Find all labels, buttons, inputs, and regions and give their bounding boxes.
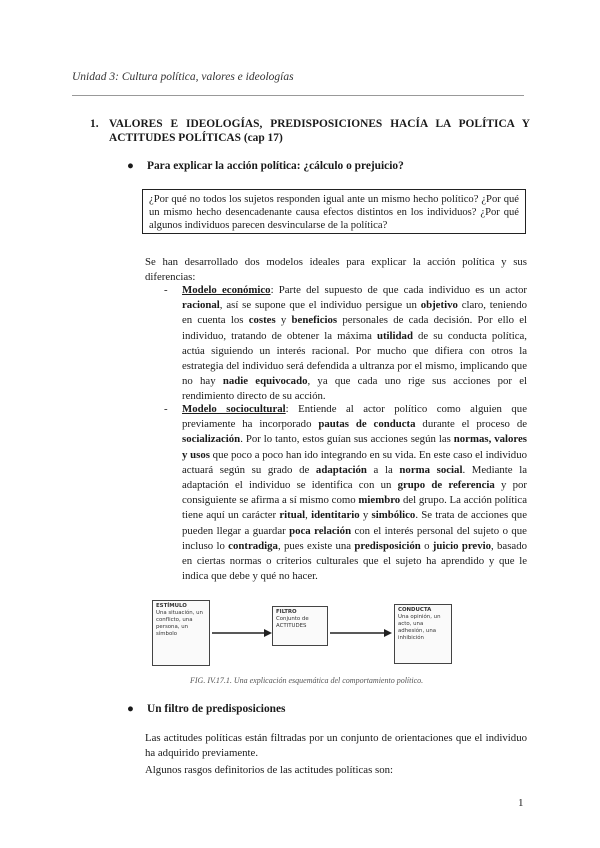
list-item-economic-model: - Modelo económico: Parte del supuesto de que cada individuo es un actor racional, así se supone que el individuo persigue un objetivo claro, teniendo en cuenta los costes y beneficios personales de cada decisión. Por ello el individuo, tratando de obtener la máxima utilidad de su conducta política, actúa siguiendo un interés racional. Por mucho que difiera con otros la estrategia del individuo será defendida a ultranza por el mismo, implicando que no hay nadie equivocado, ya que cada uno rige sus acciones por el rendimiento directo de su acción. [164, 284, 528, 403]
behavior-diagram [152, 600, 457, 668]
section-number: 1. [90, 118, 99, 130]
diagram-box-conduct: CONDUCTA Una opinión, un acto, una adhesión, una inhibición [394, 604, 452, 664]
diagram-box-stimulus: ESTÍMULO Una situación, un conflicto, una persona, un símbolo [152, 600, 210, 666]
bullet-label: Para explicar la acción política: ¿cálculo o prejuicio? [147, 160, 404, 172]
section-title: VALORES E IDEOLOGÍAS, PREDISPOSICIONES HACÍA LA POLÍTICA Y ACTITUDES POLÍTICAS (cap 17) [109, 118, 530, 144]
intro-paragraph: Se han desarrollado dos modelos ideales para explicar la acción política y sus diferencias: [145, 256, 527, 284]
term: Modelo sociocultural [182, 403, 286, 415]
arrow-icon [212, 628, 272, 638]
list-dash: - [164, 403, 168, 415]
term: Modelo económico [182, 284, 271, 296]
page-header: Unidad 3: Cultura política, valores e ideologías [72, 71, 294, 83]
diagram-box-filter: FILTRO Conjunto de ACTITUDES [272, 606, 328, 646]
section-heading [90, 117, 530, 145]
bullet-dot-icon: ● [127, 703, 134, 715]
header-divider [72, 95, 524, 96]
paragraph-traits: Algunos rasgos definitorios de las actitudes políticas son: [145, 764, 393, 776]
page-number: 1 [518, 797, 524, 809]
paragraph-filters: Las actitudes políticas están filtradas por un conjunto de orientaciones que el individuo ha adquirido previamente. [145, 732, 527, 760]
question-box: ¿Por qué no todos los sujetos responden igual ante un mismo hecho político? ¿Por qué un mismo hecho desencadenante causa efectos distintos en los individuos? ¿Por qué algunos individuos parecen desvincularse de la política? [142, 189, 526, 234]
bullet-label: Un filtro de predisposiciones [147, 703, 286, 715]
list-dash: - [164, 284, 168, 296]
list-item-sociocultural-model: - Modelo sociocultural: Entiende al actor político como alguien que previamente ha incorporado pautas de conducta durante el proceso de socialización. Por lo tanto, estos guían sus acciones según las normas, valores y usos que poco a poco han ido integrando en su vida. En este caso el individuo actuará según su grado de adaptación a la norma social. Mediante la adaptación el individuo se identifica con un grupo de referencia y por consiguiente se afirma a sí mismo como miembro del grupo. La acción política tiene aquí un carácter ritual, identitario y simbólico. Se trata de acciones que pueden llegar a guardar poca relación con el interés personal del sujeto o que incluso lo contradiga, pues existe una predisposición o juicio previo, basado en ciertas normas o criterios culturales que el sujeto ha aprendido y que le indica que debe y qué no hacer. [164, 403, 528, 583]
figure-caption: FIG. IV.17.1. Una explicación esquemática del comportamiento político. [190, 676, 424, 685]
bullet-dot-icon: ● [127, 160, 134, 172]
arrow-icon [330, 628, 392, 638]
